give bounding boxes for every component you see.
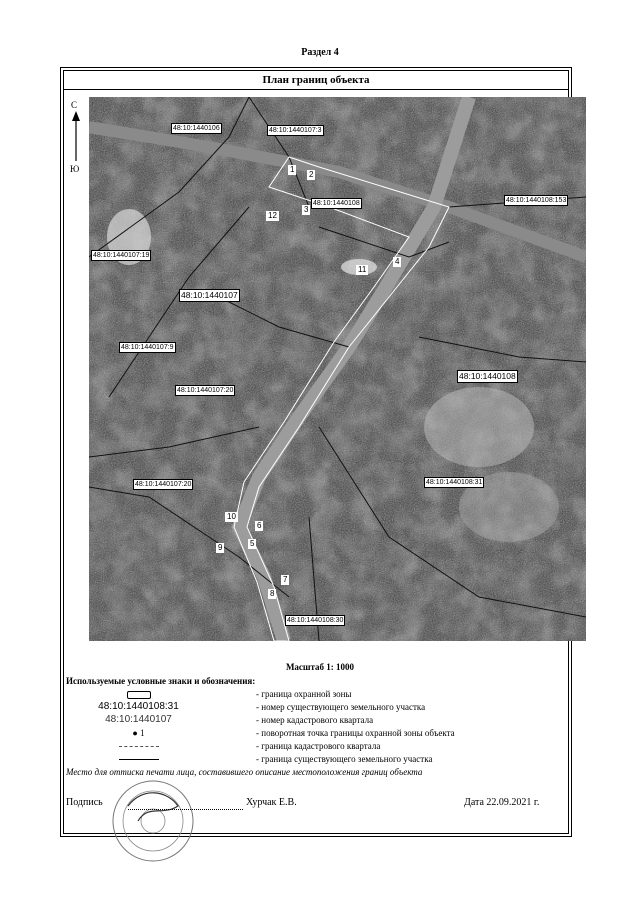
legend-desc: - поворотная точка границы охранной зоны объекта	[256, 728, 455, 738]
turning-point-9[interactable]: 9	[218, 543, 223, 552]
protection-zone-symbol	[66, 689, 211, 699]
plot-label-48-10-1440107-20-a[interactable]: 48:10:1440107:20	[177, 387, 234, 394]
plan-title: План границ объекта	[64, 71, 568, 90]
plot-label-48-10-1440108-153[interactable]: 48:10:1440108:153	[506, 197, 567, 204]
legend-desc: - граница кадастрового квартала	[256, 741, 381, 751]
legend-desc: - номер существующего земельного участка	[256, 702, 426, 712]
legend-desc: - граница охранной зоны	[256, 689, 352, 699]
signatory-name: Хурчак Е.В.	[246, 797, 297, 808]
turning-point-4[interactable]: 4	[395, 257, 400, 266]
map-scale: Масштаб 1: 1000	[285, 662, 355, 672]
turning-point-7[interactable]: 7	[283, 575, 288, 584]
legend-desc: - граница существующего земельного участка	[256, 754, 433, 764]
signature-date: Дата 22.09.2021 г.	[464, 797, 540, 808]
north-arrow-icon	[67, 111, 85, 167]
seal-place-note: Место для оттиска печати лица, составившего описание местоположения границ объекта	[66, 767, 423, 777]
turning-point-5[interactable]: 5	[250, 539, 255, 548]
map-image	[89, 97, 586, 641]
compass-north-label: С	[71, 100, 78, 110]
plot-label-48-10-1440108-30[interactable]: 48:10:1440108:30	[287, 617, 344, 624]
plot-label-48-10-1440107-3[interactable]: 48:10:1440107:3	[269, 127, 322, 134]
turning-point-1[interactable]: 1	[290, 165, 295, 174]
plot-label-48-10-1440108-31[interactable]: 48:10:1440108:31	[426, 479, 483, 486]
legend-item-quarter-number	[66, 715, 566, 727]
turning-point-11[interactable]: 11	[358, 265, 367, 274]
quarter-boundary-symbol	[66, 741, 211, 751]
legend-symbol-text: 48:10:1440108:31	[98, 701, 179, 712]
legend-item-plot-boundary	[66, 754, 566, 766]
north-arrow	[67, 100, 85, 180]
legend-item-quarter-boundary	[66, 741, 566, 753]
signature-line	[128, 809, 243, 810]
quarter-label-48-10-1440107[interactable]: 48:10:1440107	[181, 290, 238, 300]
legend-heading: Используемые условные знаки и обозначения:	[66, 676, 256, 686]
legend-symbol-text: ● 1	[132, 728, 145, 738]
turning-point-2[interactable]: 2	[309, 170, 314, 179]
plot-label-48-10-1440107-20-b[interactable]: 48:10:1440107:20	[135, 481, 192, 488]
turning-point-8[interactable]: 8	[270, 589, 275, 598]
plot-label-48-10-1440108-top[interactable]: 48:10:1440108	[313, 200, 360, 207]
quarter-label-48-10-1440108[interactable]: 48:10:1440108	[459, 371, 516, 381]
compass-south-label: Ю	[70, 164, 80, 174]
plot-label-48-10-1440107-9[interactable]: 48:10:1440107:9	[121, 344, 174, 351]
legend-symbol-text: 48:10:1440107	[105, 714, 172, 725]
turning-point-6[interactable]: 6	[257, 521, 262, 530]
plot-boundary-symbol	[66, 754, 211, 764]
legend-item-plot-number	[66, 702, 566, 714]
signature-label: Подпись	[66, 797, 103, 808]
turning-point-3[interactable]: 3	[304, 205, 309, 214]
legend-item-protection-zone	[66, 689, 566, 701]
satellite-map[interactable]	[89, 97, 586, 641]
plot-label-48-10-1440107-19[interactable]: 48:10:1440107:19	[93, 252, 150, 259]
turning-point-12[interactable]: 12	[268, 211, 277, 220]
legend-item-turning-point	[66, 728, 566, 740]
plot-label-48-10-1440106[interactable]: 48:10:1440106	[173, 125, 220, 132]
legend-desc: - номер кадастрового квартала	[256, 715, 374, 725]
turning-point-10[interactable]: 10	[227, 512, 236, 521]
section-title: Раздел 4	[301, 47, 339, 58]
seal-stamp	[108, 776, 198, 866]
